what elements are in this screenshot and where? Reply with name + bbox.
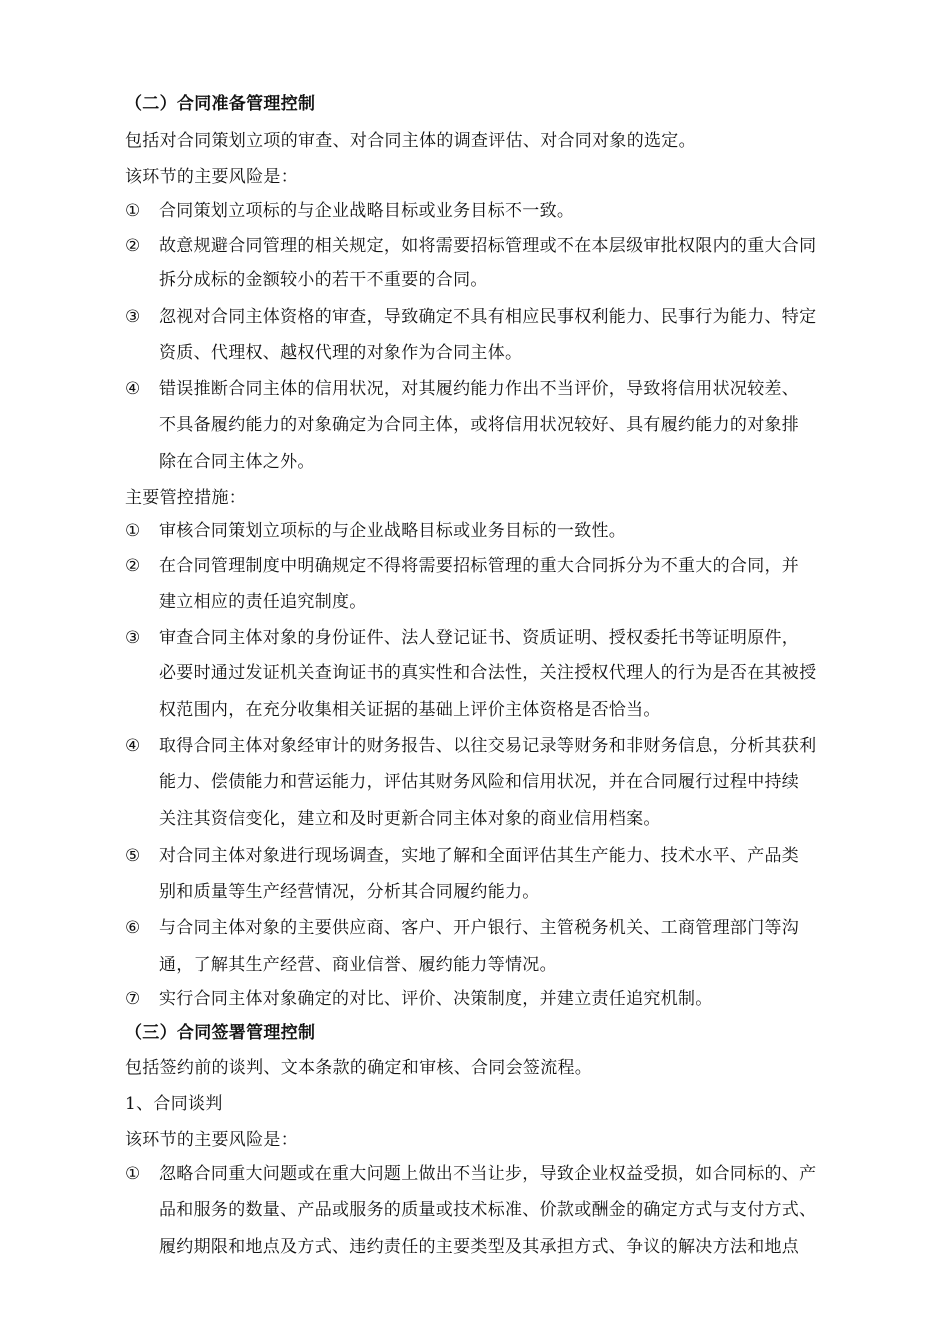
risk-4-line-2: 不具备履约能力的对象确定为合同主体，或将信用状况较好、具有履约能力的对象排 [159,415,800,435]
section3-heading: （三）合同签署管理控制 [125,1023,316,1043]
measure-3-line-3: 权范围内，在充分收集相关证据的基础上评价主体资格是否恰当。 [159,700,661,720]
measure-2-line-2: 建立相应的责任追究制度。 [159,592,367,612]
risk-3-number: ③ [125,307,141,327]
risk-4-line-1: 错误推断合同主体的信用状况，对其履约能力作出不当评价，导致将信用状况较差、 [159,379,800,399]
section3-risks-label: 该环节的主要风险是： [125,1130,298,1150]
measure-3-line-2: 必要时通过发证机关查询证书的真实性和合法性，关注授权代理人的行为是否在其被授 [159,663,817,683]
measure-2-number: ② [125,556,141,576]
measure-4-line-1: 取得合同主体对象经审计的财务报告、以往交易记录等财务和非财务信息，分析其获利 [159,736,817,756]
section2-risks-label: 该环节的主要风险是： [125,167,298,187]
risk-1-number: ① [125,201,141,221]
measure-5-line-2: 别和质量等生产经营情况，分析其合同履约能力。 [159,882,540,902]
measure-1-line-1: 审核合同策划立项标的与企业战略目标或业务目标的一致性。 [159,521,627,541]
measure-4-line-2: 能力、偿债能力和营运能力，评估其财务风险和信用状况，并在合同履行过程中持续 [159,772,800,792]
section3-sub1: 1、合同谈判 [125,1094,223,1114]
measure-3-number: ③ [125,628,141,648]
risk-1-line-1: 合同策划立项标的与企业战略目标或业务目标不一致。 [159,201,575,221]
measure-7-number: ⑦ [125,989,141,1009]
risk-4-number: ④ [125,379,141,399]
s3-risk-1-line-1: 忽略合同重大问题或在重大问题上做出不当让步，导致企业权益受损，如合同标的、产 [159,1164,817,1184]
measure-5-line-1: 对合同主体对象进行现场调查，实地了解和全面评估其生产能力、技术水平、产品类 [159,846,800,866]
s3-risk-1-number: ① [125,1164,141,1184]
measure-4-line-3: 关注其资信变化，建立和及时更新合同主体对象的商业信用档案。 [159,809,661,829]
risk-2-line-2: 拆分成标的金额较小的若干不重要的合同。 [159,270,488,290]
measure-3-line-1: 审查合同主体对象的身份证件、法人登记证书、资质证明、授权委托书等证明原件， [159,628,800,648]
section2-heading: （二）合同准备管理控制 [125,94,316,114]
risk-3-line-2: 资质、代理权、越权代理的对象作为合同主体。 [159,343,523,363]
section2-intro: 包括对合同策划立项的审查、对合同主体的调查评估、对合同对象的选定。 [125,131,696,151]
section3-intro: 包括签约前的谈判、文本条款的确定和审核、合同会签流程。 [125,1058,593,1078]
s3-risk-1-line-3: 履约期限和地点及方式、违约责任的主要类型及其承担方式、争议的解决方法和地点 [159,1237,800,1257]
measure-6-line-2: 通，了解其生产经营、商业信誉、履约能力等情况。 [159,955,557,975]
risk-3-line-1: 忽视对合同主体资格的审查，导致确定不具有相应民事权利能力、民事行为能力、特定 [159,307,817,327]
risk-2-number: ② [125,236,141,256]
s3-risk-1-line-2: 品和服务的数量、产品或服务的质量或技术标准、价款或酬金的确定方式与支付方式、 [159,1200,817,1220]
measure-5-number: ⑤ [125,846,141,866]
measure-1-number: ① [125,521,141,541]
measure-6-line-1: 与合同主体对象的主要供应商、客户、开户银行、主管税务机关、工商管理部门等沟 [159,918,800,938]
measure-6-number: ⑥ [125,918,141,938]
measure-7-line-1: 实行合同主体对象确定的对比、评价、决策制度，并建立责任追究机制。 [159,989,713,1009]
measure-4-number: ④ [125,736,141,756]
section2-measures-label: 主要管控措施： [125,488,247,508]
risk-2-line-1: 故意规避合同管理的相关规定，如将需要招标管理或不在本层级审批权限内的重大合同 [159,236,817,256]
measure-2-line-1: 在合同管理制度中明确规定不得将需要招标管理的重大合同拆分为不重大的合同，并 [159,556,800,576]
risk-4-line-3: 除在合同主体之外。 [159,452,315,472]
